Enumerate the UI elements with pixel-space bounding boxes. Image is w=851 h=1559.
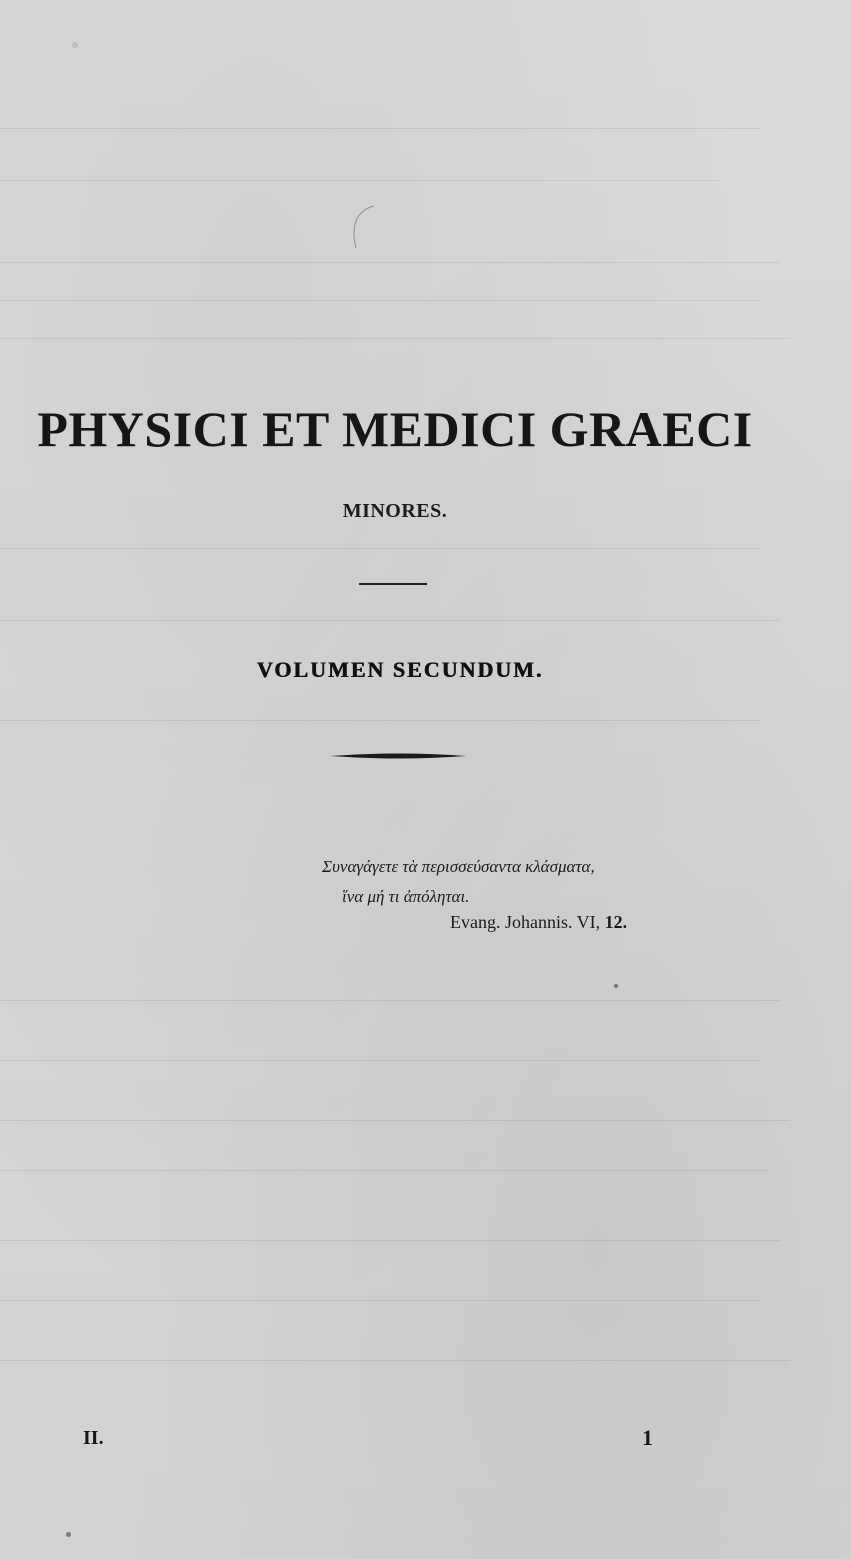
show-through-line bbox=[0, 1170, 770, 1171]
epigraph-source-number: 12. bbox=[604, 912, 628, 932]
show-through-line bbox=[0, 1360, 790, 1361]
gathering-number: 1 bbox=[642, 1425, 653, 1450]
show-through-line bbox=[0, 338, 790, 339]
epigraph-source-text: Evang. Johannis. VI, bbox=[450, 912, 601, 932]
paper-speck bbox=[66, 1532, 71, 1537]
ornamental-rule bbox=[330, 751, 466, 761]
page-subtitle: MINORES. bbox=[342, 500, 448, 522]
show-through-line bbox=[0, 180, 720, 181]
show-through-line bbox=[0, 1120, 790, 1121]
show-through-line bbox=[0, 300, 760, 301]
show-through-line bbox=[0, 720, 760, 721]
show-through-line bbox=[0, 1300, 760, 1301]
epigraph-source bbox=[450, 912, 627, 933]
show-through-line bbox=[0, 1240, 780, 1241]
epigraph bbox=[322, 852, 742, 912]
show-through-line bbox=[0, 128, 760, 129]
show-through-line bbox=[0, 1000, 780, 1001]
divider-rule bbox=[359, 583, 427, 585]
volume-heading: VOLUMEN SECUNDUM. bbox=[256, 657, 544, 682]
show-through-line bbox=[0, 262, 780, 263]
show-through-line bbox=[0, 1060, 760, 1061]
pencil-mark bbox=[348, 204, 378, 254]
epigraph-line-1: Συναγάγετε τὰ περισσεύσαντα κλάσματα, bbox=[322, 857, 595, 876]
epigraph-line-2: ἵνα μή τι ἀπόληται. bbox=[342, 887, 470, 906]
paper-speck bbox=[72, 42, 78, 48]
page-title: PHYSICI ET MEDICI GRAECI bbox=[37, 401, 753, 457]
show-through-line bbox=[0, 620, 780, 621]
paper-speck bbox=[614, 984, 618, 988]
signature-mark: II. bbox=[83, 1427, 104, 1449]
show-through-line bbox=[0, 548, 760, 549]
